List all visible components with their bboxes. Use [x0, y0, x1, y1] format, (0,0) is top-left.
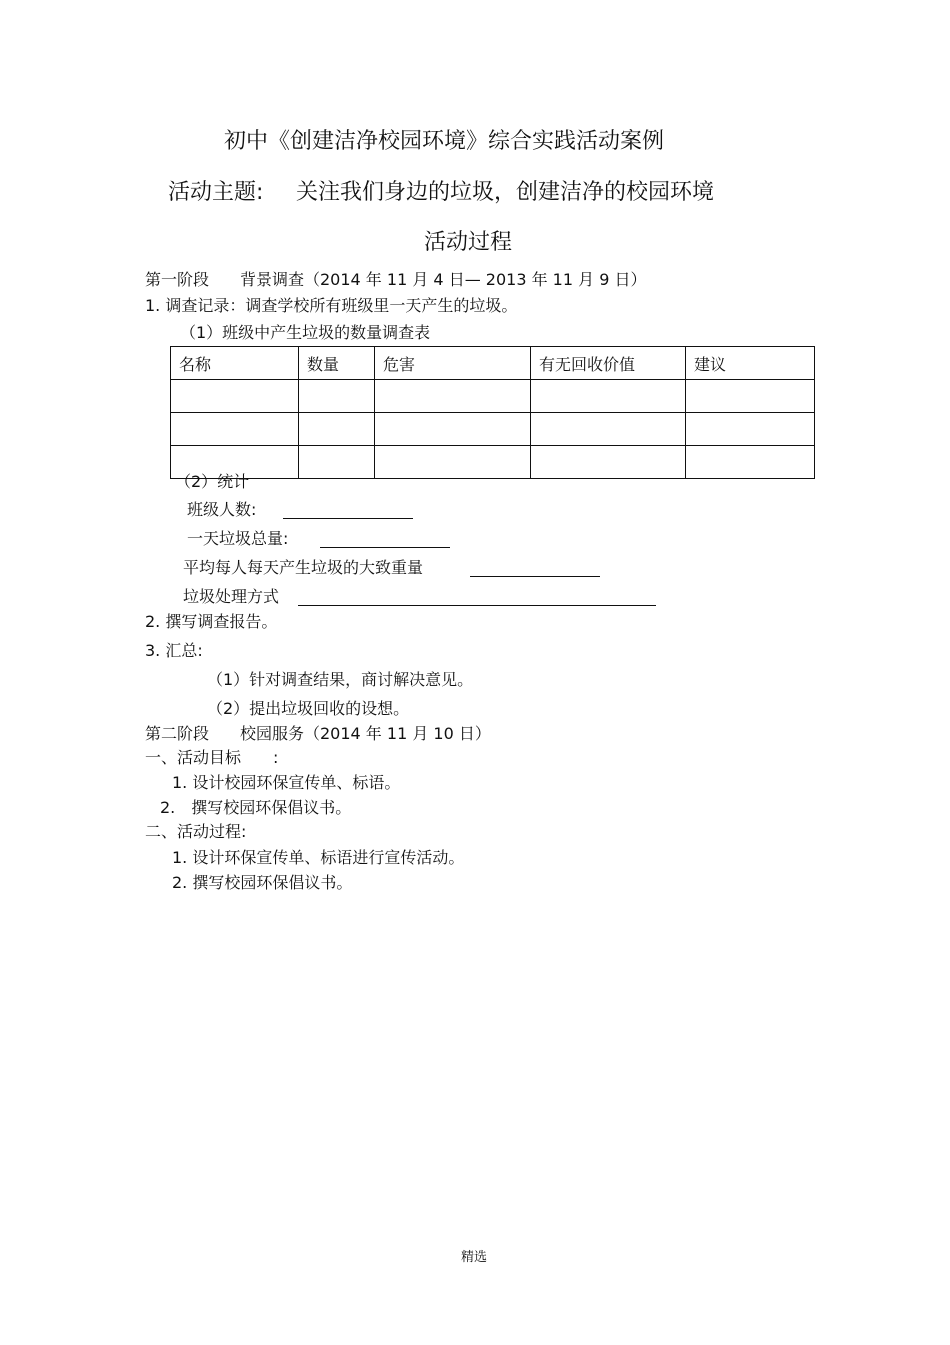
- table-cell[interactable]: [531, 380, 686, 413]
- stage2-process-heading: 二、活动过程:: [145, 822, 247, 841]
- stage2-heading: 第二阶段: [145, 724, 210, 743]
- stat-per-person-blank[interactable]: [470, 560, 600, 577]
- theme-label: 活动主题:: [168, 180, 264, 205]
- stage2-name: 校园服务（2014 年 11 月 10 日）: [240, 724, 491, 743]
- theme-text: 关注我们身边的垃圾，创建洁净的校园环境: [296, 180, 715, 205]
- process-item: 2. 撰写校园环保倡议书。: [172, 873, 353, 892]
- table-cell[interactable]: [375, 446, 531, 479]
- table-caption: （1）班级中产生垃圾的数量调查表: [180, 323, 431, 342]
- stat-class-size-blank[interactable]: [283, 502, 413, 519]
- stage1-name: 背景调查（2014 年 11 月 4 日— 2013 年 11 月 9 日）: [240, 270, 647, 289]
- goal-item: 2. 撰写校园环保倡议书。: [160, 798, 352, 817]
- header-recycle-value: 有无回收价值: [531, 347, 686, 380]
- process-item: 1. 设计环保宣传单、标语进行宣传活动。: [172, 848, 465, 867]
- table-cell[interactable]: [171, 380, 299, 413]
- stat-disposal-blank[interactable]: [298, 589, 656, 606]
- goal-item: 1. 设计校园环保宣传单、标语。: [172, 773, 401, 792]
- table-cell[interactable]: [686, 413, 815, 446]
- stage1-heading: 第一阶段: [145, 270, 210, 289]
- summary-item: （1）针对调查结果，商讨解决意见。: [207, 670, 474, 689]
- summary-item: （2）提出垃圾回收的设想。: [207, 699, 410, 718]
- stat-per-person-label: 平均每人每天产生垃圾的大致重量: [183, 558, 424, 577]
- table-cell[interactable]: [686, 446, 815, 479]
- table-cell[interactable]: [299, 380, 375, 413]
- header-name: 名称: [171, 347, 299, 380]
- header-quantity: 数量: [299, 347, 375, 380]
- table-cell[interactable]: [375, 413, 531, 446]
- table-cell[interactable]: [686, 380, 815, 413]
- table-row: [171, 380, 815, 413]
- table-cell[interactable]: [531, 446, 686, 479]
- header-harm: 危害: [375, 347, 531, 380]
- table-header-row: [171, 347, 815, 380]
- table-row: [171, 446, 815, 479]
- garbage-survey-table: [170, 346, 815, 479]
- table-cell[interactable]: [375, 380, 531, 413]
- stat-daily-total-label: 一天垃圾总量:: [187, 529, 289, 548]
- table-cell[interactable]: [531, 413, 686, 446]
- header-suggestion: 建议: [686, 347, 815, 380]
- table-cell[interactable]: [299, 446, 375, 479]
- stage1-item3: 3. 汇总:: [145, 641, 203, 660]
- stat-daily-total-blank[interactable]: [320, 531, 450, 548]
- table-cell[interactable]: [171, 413, 299, 446]
- table-cell[interactable]: [299, 413, 375, 446]
- process-heading: 活动过程: [424, 230, 513, 255]
- stat-class-size-label: 班级人数:: [187, 500, 257, 519]
- stats-heading: （2）统计: [175, 472, 250, 491]
- goal-heading: 一、活动目标 :: [145, 748, 279, 767]
- stage1-item1: 1. 调查记录：调查学校所有班级里一天产生的垃圾。: [145, 296, 518, 315]
- document-title: 初中《创建洁净校园环境》综合实践活动案例: [224, 129, 665, 154]
- stat-disposal-label: 垃圾处理方式: [183, 587, 280, 606]
- stage1-item2: 2. 撰写调查报告。: [145, 612, 278, 631]
- page-footer: 精选: [461, 1250, 488, 1265]
- table-row: [171, 413, 815, 446]
